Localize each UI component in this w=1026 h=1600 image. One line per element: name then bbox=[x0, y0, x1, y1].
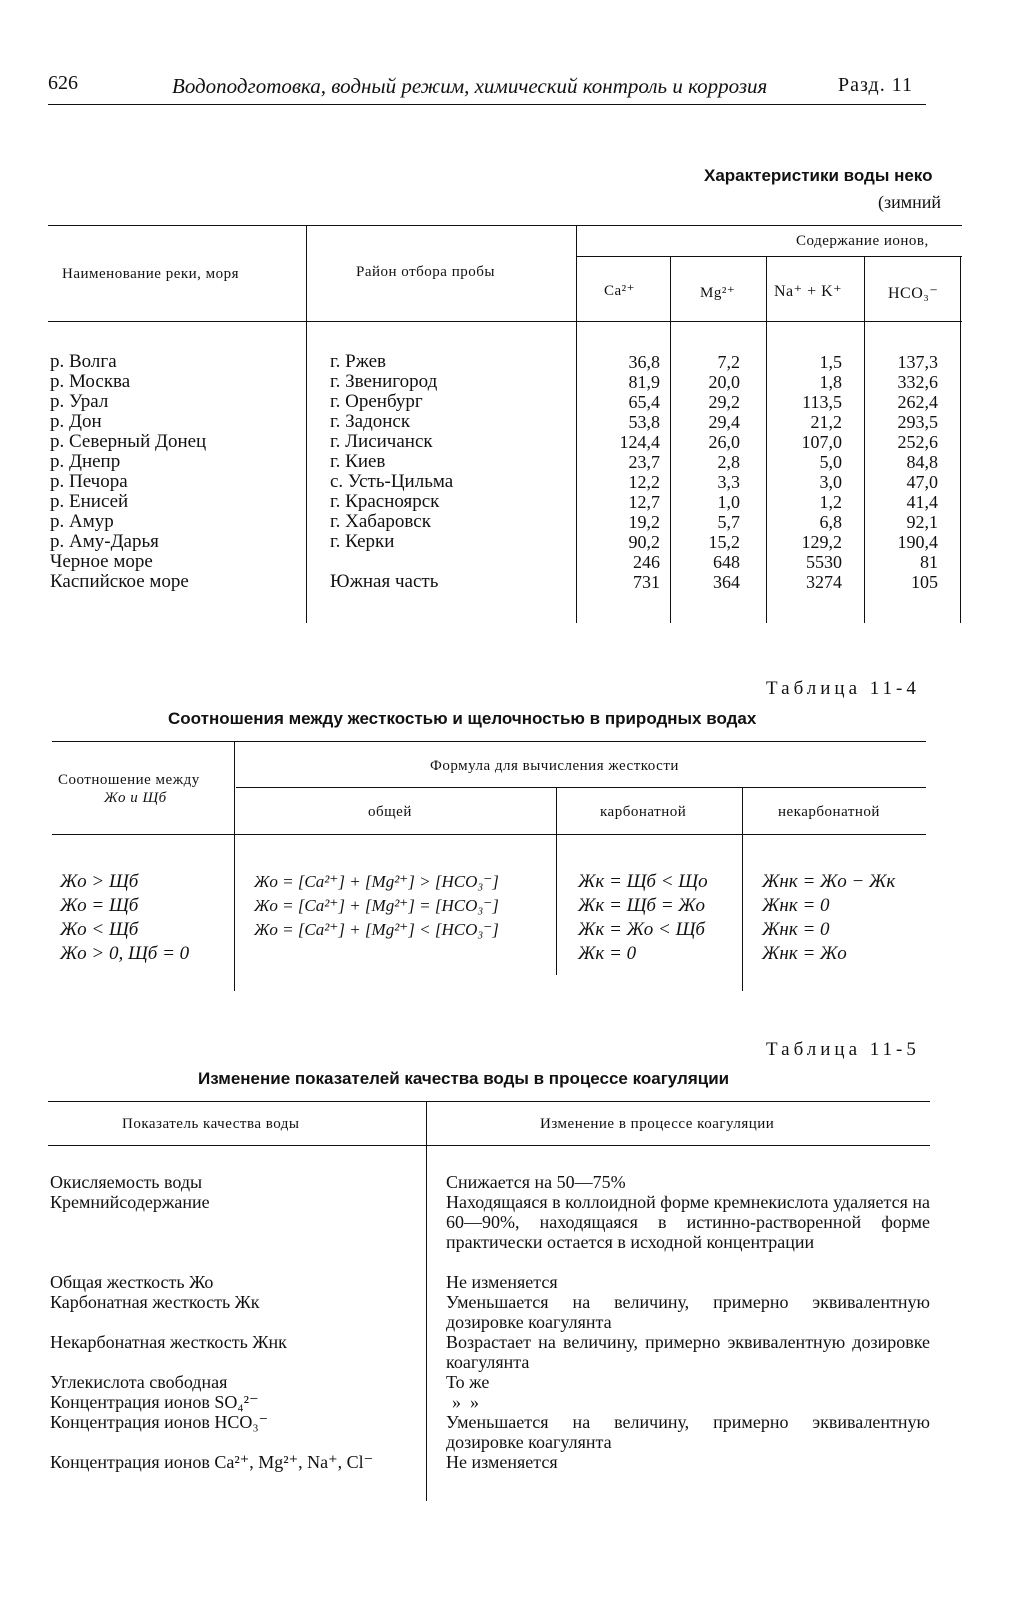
table1-col-ions: Содержание ионов, bbox=[796, 233, 929, 249]
table3-row-change: Уменьшается на величину, примерно эквивалентную дозировке коагулянта bbox=[446, 1412, 930, 1452]
table3-row-indicator: Окисляемость воды bbox=[50, 1172, 203, 1192]
table2-col-noncarbonate: некарбонатной bbox=[778, 804, 880, 820]
table2-col-total: общей bbox=[368, 804, 412, 820]
table3-number: Таблица 11-5 bbox=[766, 1039, 920, 1060]
table2-col-formula: Формула для вычисления жесткости bbox=[430, 758, 679, 774]
table1-regions: г. Ржев г. Звенигород г. Оренбург г. Задонск г. Лисичанск г. Киев с. Усть-Цильма г. Красноярск г. Хабаровск г. Керки Южная часть bbox=[330, 351, 454, 592]
table3-caption: Изменение показателей качества воды в процессе коагуляции bbox=[198, 1069, 730, 1088]
table1-caption-line2: (зимний bbox=[878, 192, 942, 212]
table2-ratios: Жо > Щб Жо = Щб Жо < Щб Жо > 0, Щб = 0 bbox=[60, 871, 190, 964]
table3-top-rule bbox=[48, 1101, 930, 1102]
table1-divider-5 bbox=[864, 256, 865, 623]
table3-row-indicator: Концентрация ионов Ca²⁺, Mg²⁺, Na⁺, Cl⁻ bbox=[50, 1452, 374, 1472]
running-title: Водоподготовка, водный режим, химический контроль и коррозия bbox=[172, 74, 768, 98]
table1-header-rule bbox=[48, 321, 962, 322]
table3-header-rule bbox=[48, 1145, 930, 1146]
table3-row-indicator: Углекислота свободная bbox=[50, 1372, 228, 1392]
table1-col-mg: Mg²⁺ bbox=[700, 285, 736, 301]
table2-total-formulas: Жо = [Ca²⁺] + [Mg²⁺] > [HCO₃⁻] Жо = [Ca²⁺] + [Mg²⁺] = [HCO₃⁻] Жо = [Ca²⁺] + [Mg²⁺] < [HCO₃⁻] bbox=[254, 872, 499, 939]
table3-row-change: Снижается на 50—75% bbox=[446, 1172, 626, 1192]
page-number: 626 bbox=[48, 72, 78, 94]
table3-row-indicator: Концентрация ионов HCO₃⁻ bbox=[50, 1412, 269, 1432]
table1-divider-4 bbox=[766, 256, 767, 623]
table3-row-change: Уменьшается на величину, примерно эквивалентную дозировке коагулянта bbox=[446, 1292, 930, 1332]
table1-ca-values: 36,8 81,9 65,4 53,8 124,4 23,7 12,2 12,7 19,2 90,2 246 731 bbox=[619, 352, 660, 592]
table1-col-region: Район отбора пробы bbox=[356, 264, 495, 280]
table2-col-ratio-line1: Соотношение между bbox=[58, 772, 200, 788]
table2-divider-3 bbox=[742, 787, 743, 991]
table2-divider-2 bbox=[556, 787, 557, 975]
table1-mg-values: 7,2 20,0 29,2 29,4 26,0 2,8 3,3 1,0 5,7 15,2 648 364 bbox=[708, 352, 740, 592]
table3-row-indicator: Кремнийсодержание bbox=[50, 1192, 210, 1212]
table2-divider-1 bbox=[234, 741, 235, 991]
table3-row-indicator: Карбонатная жесткость Жк bbox=[50, 1292, 260, 1312]
table1-caption-line1: Характеристики воды неко bbox=[704, 166, 933, 185]
table2-caption: Соотношения между жесткостью и щелочностью в природных водах bbox=[168, 709, 757, 728]
table3-row-change: Не изменяется bbox=[446, 1272, 558, 1292]
table3-row-change: Не изменяется bbox=[446, 1452, 558, 1472]
table3-row-change: Возрастает на величину, примерно эквивалентную дозировке коагулянта bbox=[446, 1332, 930, 1372]
table1-divider-3 bbox=[670, 256, 671, 623]
table1-top-rule bbox=[48, 225, 962, 226]
table1-divider-1 bbox=[306, 225, 307, 623]
table1-hco3-values: 137,3 332,6 262,4 293,5 252,6 84,8 47,0 41,4 92,1 190,4 81 105 bbox=[897, 352, 938, 592]
table2-col-ratio-line2: Жо и Щб bbox=[104, 790, 167, 806]
table3-row-indicator: Концентрация ионов SO₄²⁻ bbox=[50, 1392, 259, 1412]
table3-row-change: Находящаяся в коллоидной форме кремнекислота удаляется на 60—90%, находящаяся в истинно-растворенной форме практически остается в исходной концентрации bbox=[446, 1192, 930, 1252]
section-label: Разд. 11 bbox=[838, 74, 913, 96]
table3-row-change: » » bbox=[452, 1392, 479, 1412]
table2-carbonate-formulas: Жк = Щб < Що Жк = Щб = Жо Жк = Жо < Щб Жк = 0 bbox=[578, 871, 708, 964]
table3-col-change: Изменение в процессе коагуляции bbox=[540, 1116, 775, 1132]
table2-noncarbonate-formulas: Жнк = Жо − Жк Жнк = 0 Жнк = 0 Жнк = Жо bbox=[762, 871, 896, 964]
header-rule bbox=[48, 104, 926, 105]
table1-col-river: Наименование реки, моря bbox=[62, 266, 240, 282]
table1-divider-2 bbox=[576, 225, 577, 623]
table2-subhead-rule bbox=[236, 787, 926, 788]
table3-row-indicator: Общая жесткость Жо bbox=[50, 1272, 214, 1292]
table1-nak-values: 1,5 1,8 113,5 21,2 107,0 5,0 3,0 1,2 6,8 129,2 5530 3274 bbox=[801, 352, 842, 592]
table3-row-change: То же bbox=[446, 1372, 490, 1392]
table2-number: Таблица 11-4 bbox=[766, 678, 920, 699]
table1-rivers: р. Волга р. Москва р. Урал р. Дон р. Северный Донец р. Днепр р. Печора р. Енисей р. Амур р. Аму-Дарья Черное море Каспийское море bbox=[50, 351, 207, 592]
table1-col-hco3: HCO₃⁻ bbox=[888, 285, 939, 302]
table1-ions-rule bbox=[576, 256, 962, 257]
table2-header-rule bbox=[52, 834, 926, 835]
table2-top-rule bbox=[52, 741, 926, 742]
table1-col-ca: Ca²⁺ bbox=[604, 283, 636, 299]
table2-col-carbonate: карбонатной bbox=[600, 804, 687, 820]
table3-col-indicator: Показатель качества воды bbox=[122, 1116, 300, 1132]
table1-col-nak: Na⁺ + K⁺ bbox=[774, 283, 843, 300]
table1-divider-6 bbox=[960, 256, 961, 623]
table3-divider bbox=[426, 1101, 427, 1501]
table3-row-indicator: Некарбонатная жесткость Жнк bbox=[50, 1332, 287, 1352]
